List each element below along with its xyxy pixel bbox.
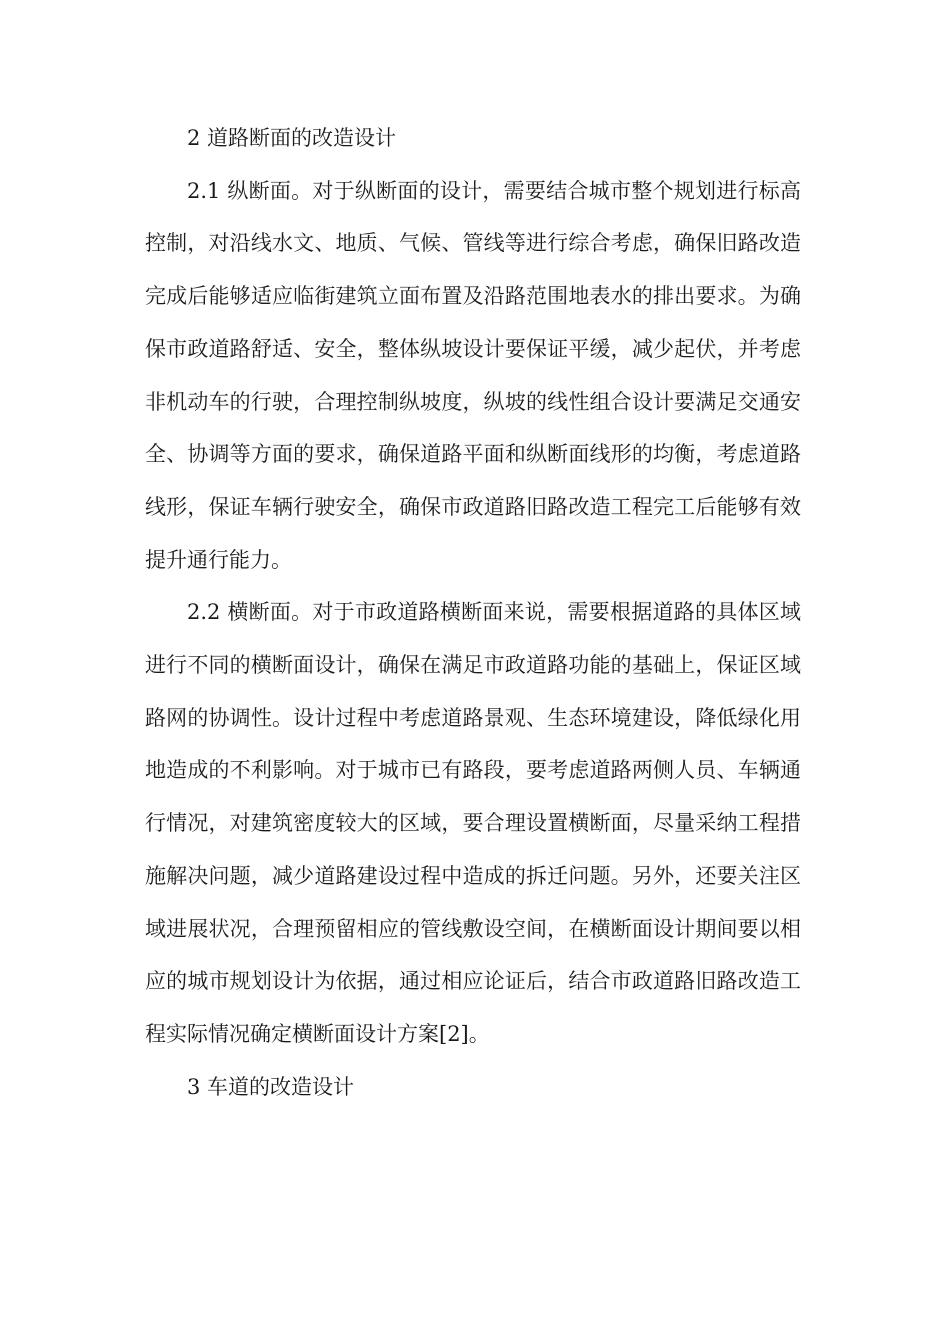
section-heading-3: 3 车道的改造设计 [187,1074,355,1099]
section-heading-2: 2 道路断面的改造设计 [187,126,397,150]
paragraph-longitudinal-section: 2.1 纵断面。对于纵断面的设计，需要结合城市整个规划进行标高控制，对沿线水文、地质、气候、管线等进行综合考虑，确保旧路改造完成后能够适应临街建筑立面布置及沿路范围地表水的排出要求。为确保市政道路舒适、安全，整体纵坡设计要保证平缓，减少起伏，并考虑非机动车的行驶，合理控制纵坡度，纵坡的线性组合设计要满足交通安全、协调等方面的要求，确保道路平面和纵断面线形的均衡，考虑道路线形，保证车辆行驶安全，确保市政道路旧路改造工程完工后能够有效提升通行能力。 [145,178,801,572]
paragraph-cross-section: 2.2 横断面。对于市政道路横断面来说，需要根据道路的具体区域进行不同的横断面设计，确保在满足市政道路功能的基础上，保证区域路网的协调性。设计过程中考虑道路景观、生态环境建设，降低绿化用地造成的不利影响。对于城市已有路段，要考虑道路两侧人员、车辆通行情况，对建筑密度较大的区域，要合理设置横断面，尽量采纳工程措施解决问题，减少道路建设过程中造成的拆迁问题。另外，还要关注区域进展状况，合理预留相应的管线敷设空间，在横断面设计期间要以相应的城市规划设计为依据，通过相应论证后，结合市政道路旧路改造工程实际情况确定横断面设计方案[2]。 [145,600,801,1046]
document-body [145,112,801,1113]
